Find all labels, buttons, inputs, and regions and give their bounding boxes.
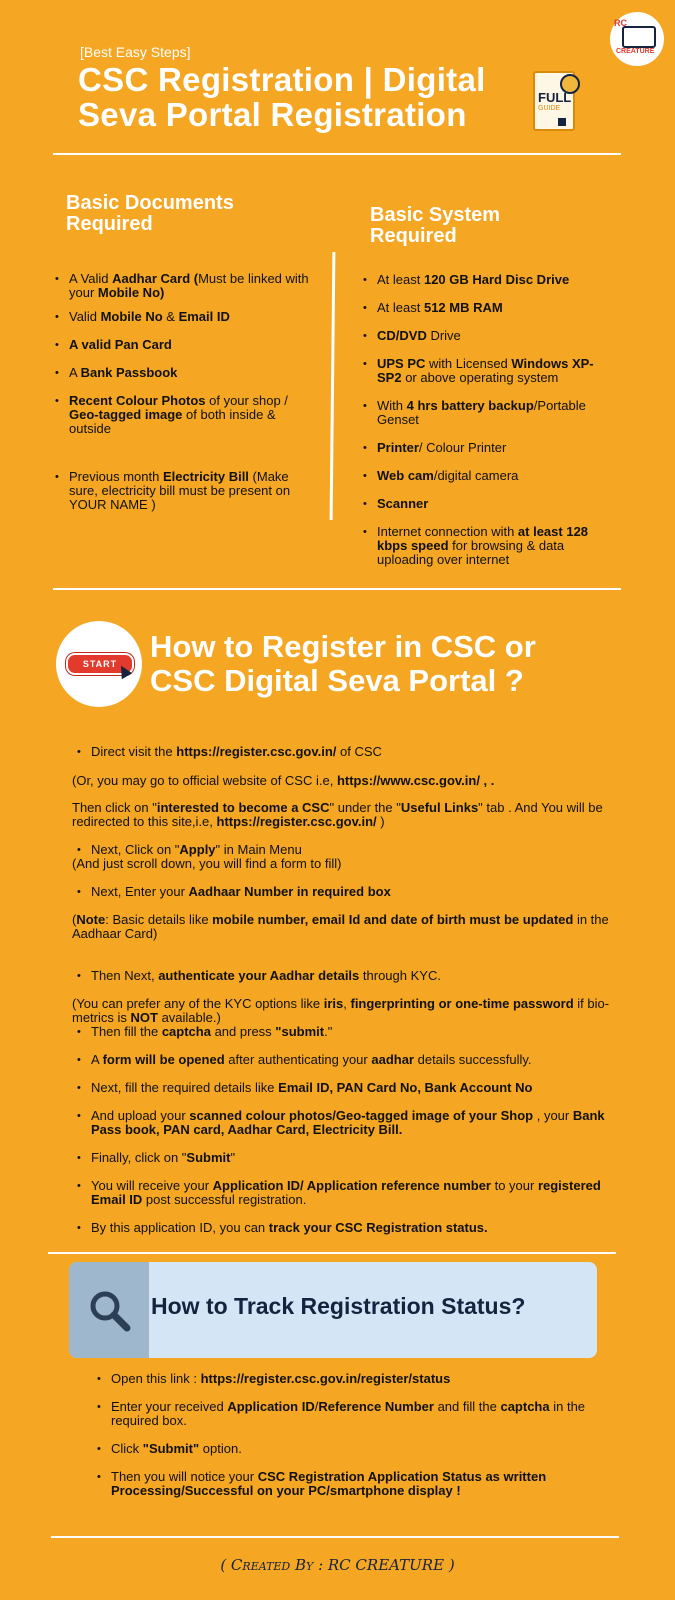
list-item: • You will receive your Application ID/ Application reference number to your registered Email ID post successful registration. <box>77 1179 617 1207</box>
list-item: • Then you will notice your CSC Registration Application Status as written Processing/Successful on your PC/smartphone display ! <box>97 1470 617 1498</box>
list-item: • With 4 hrs battery backup/Portable Genset <box>363 399 618 427</box>
list-item: • Next, fill the required details like Email ID, PAN Card No, Bank Account No <box>77 1081 617 1095</box>
list-item: • Finally, click on "Submit" <box>77 1151 617 1165</box>
list-item: • Valid Mobile No & Email ID <box>55 310 313 324</box>
list-item: • At least 512 MB RAM <box>363 301 618 315</box>
register-steps-list <box>77 1025 617 1235</box>
divider <box>48 1252 616 1254</box>
logo-mark: RC <box>614 18 627 28</box>
list-item: • UPS PC with Licensed Windows XP-SP2 or above operating system <box>363 357 618 385</box>
page-title-line1: CSC Registration | Digital <box>78 61 486 98</box>
list-item: • Printer/ Colour Printer <box>363 441 618 455</box>
list-item: • Open this link : https://register.csc.gov.in/register/status <box>97 1372 617 1386</box>
system-heading-line2: Required <box>370 225 457 247</box>
column-divider <box>330 252 336 520</box>
list-item: • A Bank Passbook <box>55 366 313 380</box>
documents-list <box>55 272 313 512</box>
start-label: START <box>82 659 118 669</box>
register-step-5 <box>77 885 617 899</box>
list-item: • Recent Colour Photos of your shop / Geo-tagged image of both inside & outside <box>55 394 313 436</box>
list-item: • Then fill the captcha and press "submit." <box>77 1025 617 1039</box>
list-item: • Next, Click on "Apply" in Main Menu <box>77 843 617 857</box>
guide-book-icon <box>532 70 582 134</box>
system-heading-line1: Basic System <box>370 204 501 226</box>
track-steps-list <box>97 1372 617 1498</box>
track-icon-panel <box>69 1262 149 1358</box>
list-item: • Web cam/digital camera <box>363 469 618 483</box>
list-item: • And upload your scanned colour photos/Geo-tagged image of your Shop , your Bank Pass book, PAN card, Aadhar Card, Electricity Bill. <box>77 1109 617 1137</box>
list-item: • CD/DVD Drive <box>363 329 618 343</box>
footer-credit: ( Created By : RC CREATURE ) <box>220 1556 455 1574</box>
track-heading: How to Track Registration Status? <box>151 1293 526 1319</box>
list-item: • By this application ID, you can track your CSC Registration status. <box>77 1221 617 1235</box>
list-item: • Click "Submit" option. <box>97 1442 617 1456</box>
register-step-3: Then click on "interested to become a CSC" under the "Useful Links" tab . And You will be redirected to this site,i.e, https://register.csc.gov.in/ ) <box>72 800 603 829</box>
list-item: • A Valid Aadhar Card (Must be linked with your Mobile No) <box>55 272 313 300</box>
track-banner <box>69 1262 597 1358</box>
register-kyc-note: (You can prefer any of the KYC options like iris, fingerprinting or one-time password if bio-metrics is NOT available.) <box>72 996 610 1025</box>
logo-camera-icon <box>622 26 656 48</box>
register-step-7 <box>77 969 617 983</box>
register-heading-line2: CSC Digital Seva Portal ? <box>150 663 524 698</box>
list-item: • Enter your received Application ID/Reference Number and fill the captcha in the required box. <box>97 1400 617 1428</box>
register-step-4 <box>77 843 617 857</box>
list-item: • Internet connection with at least 128 kbps speed for browsing & data uploading over internet <box>363 525 618 567</box>
list-item: • Then Next, authenticate your Aadhar details through KYC. <box>77 969 617 983</box>
documents-heading-line1: Basic Documents <box>66 192 234 214</box>
book-label-bottom: GUIDE <box>538 105 561 112</box>
documents-heading <box>66 193 234 235</box>
divider <box>53 588 621 590</box>
header-tag: [Best Easy Steps] <box>80 44 191 60</box>
register-step-1 <box>77 745 617 759</box>
page-title-line2: Seva Portal Registration <box>78 96 467 133</box>
list-item: • Direct visit the https://register.csc.gov.in/ of CSC <box>77 745 617 759</box>
divider <box>51 1536 619 1538</box>
documents-heading-line2: Required <box>66 213 153 235</box>
register-step-2: (Or, you may go to official website of CSC i.e, https://www.csc.gov.in/ , . <box>72 773 495 788</box>
rc-creature-logo <box>610 12 664 66</box>
register-note: (Note: Basic details like mobile number, email Id and date of birth must be updated in the Aadhaar Card) <box>72 912 609 941</box>
list-item: • Scanner <box>363 497 618 511</box>
list-item: • Previous month Electricity Bill (Make sure, electricity bill must be present on YOUR NAME ) <box>55 470 313 512</box>
list-item: • A valid Pan Card <box>55 338 313 352</box>
system-list <box>363 273 618 567</box>
list-item: • At least 120 GB Hard Disc Drive <box>363 273 618 287</box>
register-step-4-note: (And just scroll down, you will find a form to fill) <box>72 856 342 871</box>
logo-text: CREATURE <box>616 48 655 55</box>
divider <box>53 153 621 155</box>
register-heading <box>150 630 536 698</box>
book-label-top: FULL <box>538 90 572 105</box>
search-icon <box>87 1288 133 1334</box>
register-heading-line1: How to Register in CSC or <box>150 629 536 664</box>
page-title <box>78 62 486 132</box>
system-heading <box>370 205 500 247</box>
start-badge <box>56 621 142 707</box>
list-item: • Next, Enter your Aadhaar Number in required box <box>77 885 617 899</box>
list-item: • A form will be opened after authenticating your aadhar details successfully. <box>77 1053 617 1067</box>
